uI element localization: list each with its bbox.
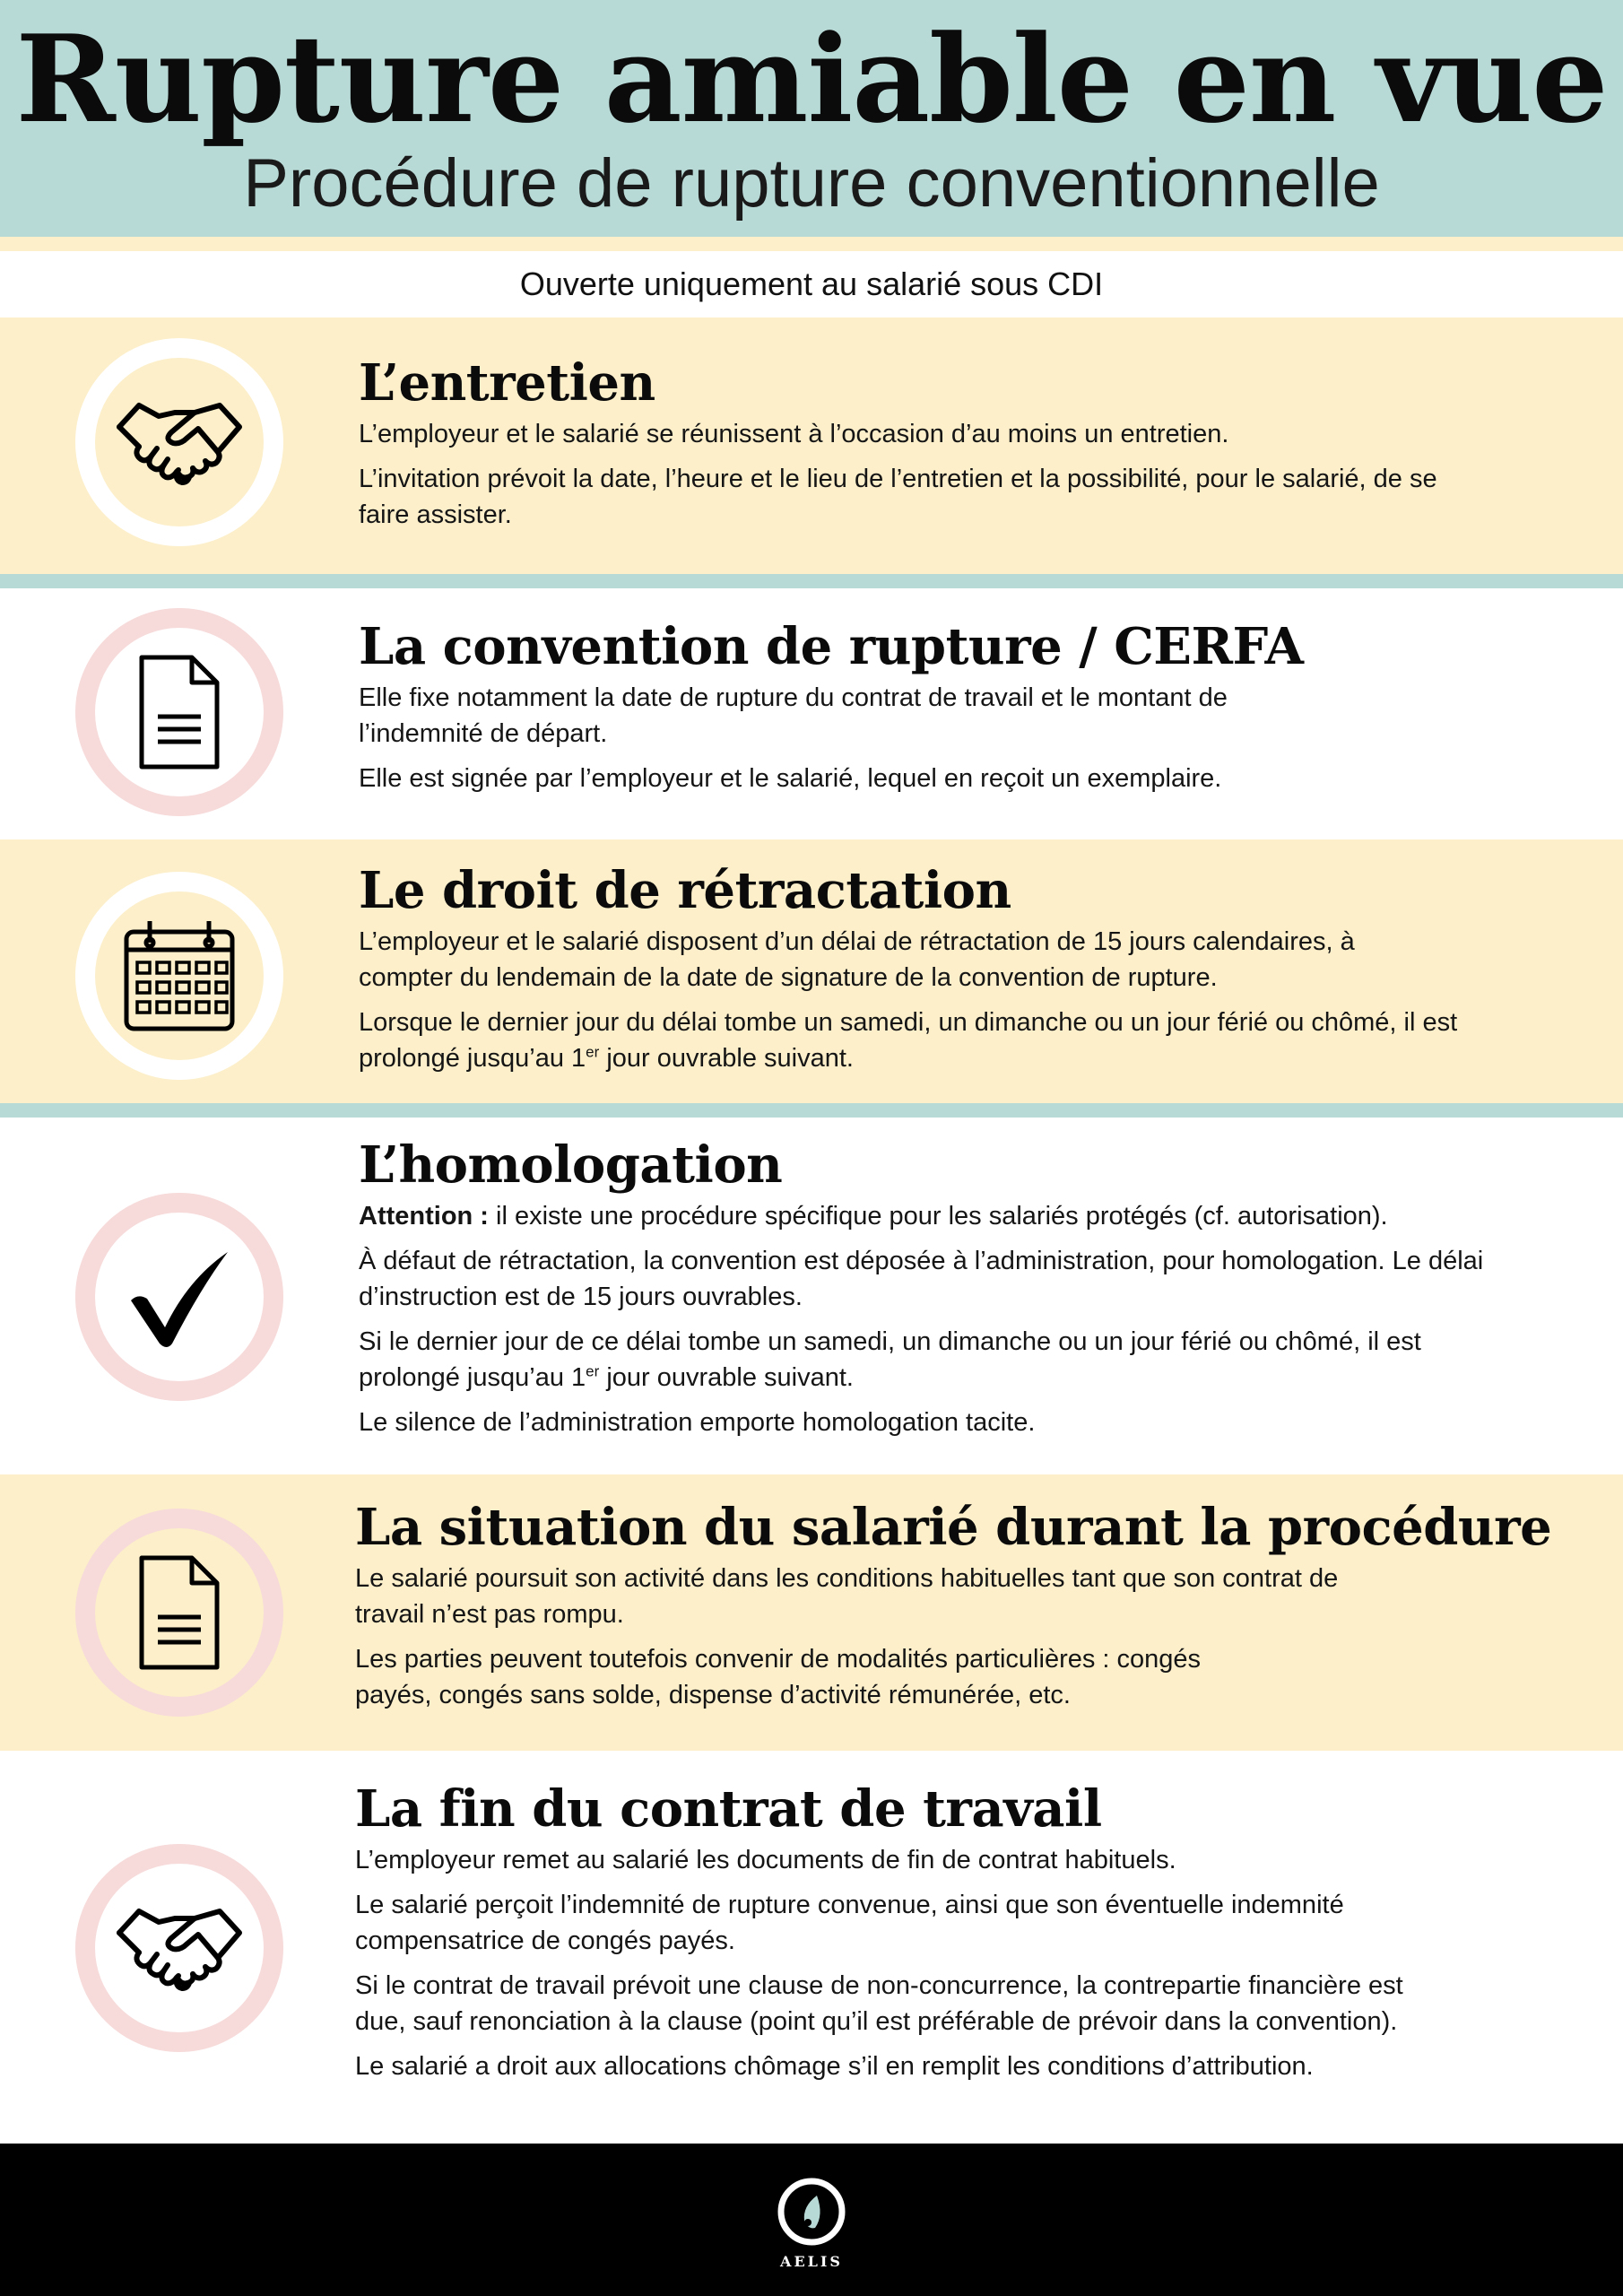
aelis-logo-icon bbox=[776, 2176, 847, 2248]
section-icon-circle bbox=[75, 1509, 283, 1717]
text-run: jour ouvrable suivant. bbox=[599, 1044, 854, 1073]
section-icon-circle bbox=[75, 1844, 283, 2052]
checkmark-icon bbox=[126, 1243, 233, 1351]
section-paragraph: À défaut de rétractation, la convention est déposée à l’administration, pour homologation. Le délai d’instruction est de 15 jours ouvrables. bbox=[359, 1247, 1484, 1311]
section-retractation bbox=[0, 839, 1623, 1103]
text-run: Si le dernier jour de ce délai tombe un samedi, un dimanche ou un jour férié ou chômé, il est prolongé jusqu’au 1 bbox=[359, 1327, 1421, 1392]
intro-text: Ouverte uniquement au salarié sous CDI bbox=[519, 265, 1104, 302]
calendar-icon bbox=[121, 918, 238, 1034]
section-paragraph: L’employeur remet au salarié les documents de fin de contrat habituels. bbox=[355, 1846, 1176, 1874]
section-content bbox=[359, 617, 1569, 805]
section-icon-circle bbox=[75, 338, 283, 546]
text-run: Lorsque le dernier jour du délai tombe un samedi, un dimanche ou un jour férié ou chômé, il est prolongé jusqu’au 1 bbox=[359, 1008, 1458, 1073]
section-title: La situation du salarié durant la procédure bbox=[355, 1498, 1552, 1557]
section-paragraph: Le salarié poursuit son activité dans les conditions habituelles tant que son contrat de travail n’est pas rompu. bbox=[355, 1564, 1339, 1629]
section-divider bbox=[0, 574, 1623, 588]
section-paragraph: Si le contrat de travail prévoit une clause de non-concurrence, la contrepartie financière est due, sauf renonciation à la clause (point qu’il est préférable de prévoir dans la convention). bbox=[355, 1971, 1403, 2036]
attention-paragraph bbox=[359, 1198, 1569, 1234]
section-paragraph: L’employeur et le salarié se réunissent à l’occasion d’au moins un entretien. bbox=[359, 420, 1229, 448]
page-title: Rupture amiable en vue bbox=[15, 8, 1608, 150]
section-paragraph: Elle fixe notamment la date de rupture du contrat de travail et le montant de l’indemnité de départ. bbox=[359, 683, 1228, 748]
section-icon-circle bbox=[75, 1193, 283, 1401]
section-title: La fin du contrat de travail bbox=[355, 1779, 1102, 1839]
section-content bbox=[359, 861, 1569, 1085]
attention-label: Attention : bbox=[359, 1202, 489, 1231]
section-fin-contrat bbox=[0, 1751, 1623, 2144]
text-run: il existe une procédure spécifique pour les salariés protégés (cf. autorisation). bbox=[488, 1202, 1388, 1231]
text-run: jour ouvrable suivant. bbox=[599, 1363, 854, 1392]
section-title: La convention de rupture / CERFA bbox=[359, 617, 1304, 676]
section-title: L’homologation bbox=[359, 1135, 783, 1195]
section-paragraph: Elle est signée par l’employeur et le salarié, lequel en reçoit un exemplaire. bbox=[359, 764, 1222, 793]
section-content bbox=[355, 1779, 1569, 2093]
header-banner bbox=[0, 0, 1623, 237]
section-title: L’entretien bbox=[359, 353, 655, 413]
section-paragraph bbox=[359, 1324, 1435, 1396]
page-subtitle: Procédure de rupture conventionnelle bbox=[243, 145, 1380, 222]
section-content bbox=[355, 1498, 1569, 1722]
section-homologation bbox=[0, 1118, 1623, 1474]
document-icon bbox=[135, 1554, 224, 1671]
section-title: Le droit de rétractation bbox=[359, 861, 1011, 920]
section-icon-circle bbox=[75, 872, 283, 1080]
section-paragraph: L’invitation prévoit la date, l’heure et le lieu de l’entretien et la possibilité, pour le salarié, de se faire assister. bbox=[359, 465, 1437, 529]
section-divider bbox=[0, 1103, 1623, 1118]
section-entretien bbox=[0, 317, 1623, 574]
section-icon-circle bbox=[75, 608, 283, 816]
section-paragraph: Le salarié a droit aux allocations chômage s’il en remplit les conditions d’attribution. bbox=[355, 2052, 1314, 2081]
section-paragraph: L’employeur et le salarié disposent d’un délai de rétractation de 15 jours calendaires, à compter du lendemain de la date de signature de la convention de rupture. bbox=[359, 927, 1355, 992]
section-paragraph bbox=[359, 1004, 1506, 1076]
handshake-icon bbox=[112, 393, 247, 491]
footer bbox=[0, 2144, 1623, 2296]
section-content bbox=[359, 1135, 1569, 1449]
section-paragraph: Le silence de l’administration emporte homologation tacite. bbox=[359, 1408, 1036, 1437]
section-convention bbox=[0, 588, 1623, 839]
section-paragraph: Les parties peuvent toutefois convenir de modalités particulières : congés payés, congés sans solde, dispense d’activité rémunérée, etc. bbox=[355, 1645, 1202, 1709]
section-content bbox=[359, 353, 1569, 542]
section-paragraph: Le salarié perçoit l’indemnité de rupture convenue, ainsi que son éventuelle indemnité compensatrice de congés payés. bbox=[355, 1891, 1344, 1955]
document-icon bbox=[135, 654, 224, 770]
header-strip bbox=[0, 237, 1623, 251]
logo-text: AELIS bbox=[780, 2253, 843, 2270]
section-situation bbox=[0, 1474, 1623, 1751]
superscript: er bbox=[586, 1362, 600, 1380]
superscript: er bbox=[586, 1043, 600, 1061]
handshake-icon bbox=[112, 1899, 247, 1997]
